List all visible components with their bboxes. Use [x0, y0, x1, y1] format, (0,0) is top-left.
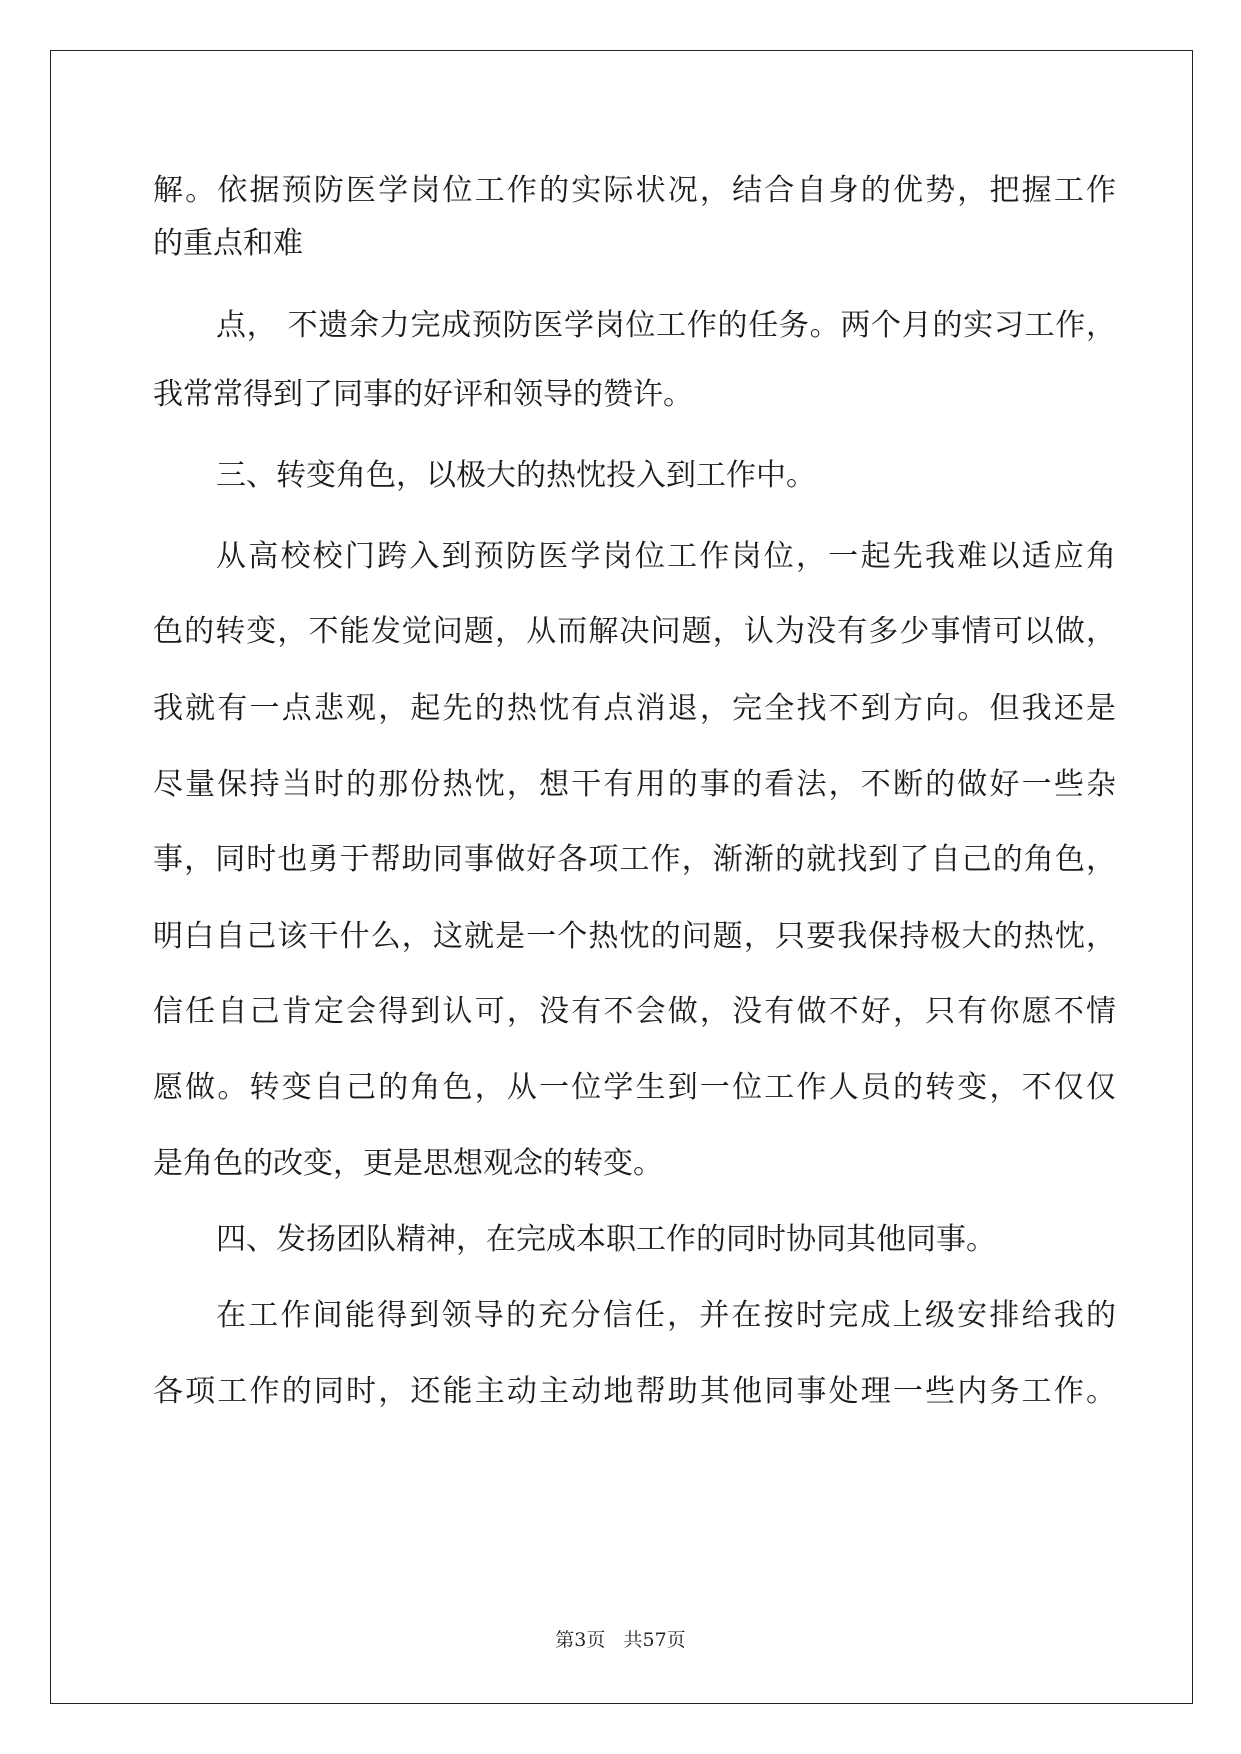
text-line-17: 各项工作的同时，还能主动主动地帮助其他同事处理一些内务工作。 — [153, 1374, 1116, 1409]
text-line-1: 解。依据预防医学岗位工作的实际状况，结合自身的优势，把握工作 — [153, 173, 1116, 208]
text-line-14: 是角色的改变，更是思想观念的转变。 — [153, 1146, 663, 1181]
text-line-7: 色的转变，不能发觉问题，从而解决问题，认为没有多少事情可以做， — [153, 614, 1116, 649]
section-heading-4: 四、发扬团队精神，在完成本职工作的同时协同其他同事。 — [216, 1222, 996, 1257]
text-line-9: 尽量保持当时的那份热忱，想干有用的事的看法，不断的做好一些杂 — [153, 767, 1116, 802]
text-line-4: 我常常得到了同事的好评和领导的赞许。 — [153, 377, 693, 412]
text-line-6: 从高校校门跨入到预防医学岗位工作岗位，一起先我难以适应角 — [216, 539, 1116, 574]
text-line-16: 在工作间能得到领导的充分信任，并在按时完成上级安排给我的 — [216, 1298, 1116, 1333]
page-number-footer: 第3页 共57页 — [555, 1629, 686, 1651]
text-line-3: 点， 不遗余力完成预防医学岗位工作的任务。两个月的实习工作， — [216, 308, 1116, 343]
text-line-12: 信任自己肯定会得到认可，没有不会做，没有做不好，只有你愿不情 — [153, 994, 1116, 1029]
text-line-13: 愿做。转变自己的角色，从一位学生到一位工作人员的转变，不仅仅 — [153, 1070, 1116, 1105]
text-line-2: 的重点和难 — [153, 226, 303, 261]
text-line-10: 事，同时也勇于帮助同事做好各项工作，渐渐的就找到了自己的角色， — [153, 842, 1116, 877]
text-line-8: 我就有一点悲观，起先的热忱有点消退，完全找不到方向。但我还是 — [153, 691, 1116, 726]
text-line-11: 明白自己该干什么，这就是一个热忱的问题，只要我保持极大的热忱， — [153, 919, 1116, 954]
section-heading-3: 三、转变角色，以极大的热忱投入到工作中。 — [216, 458, 816, 493]
